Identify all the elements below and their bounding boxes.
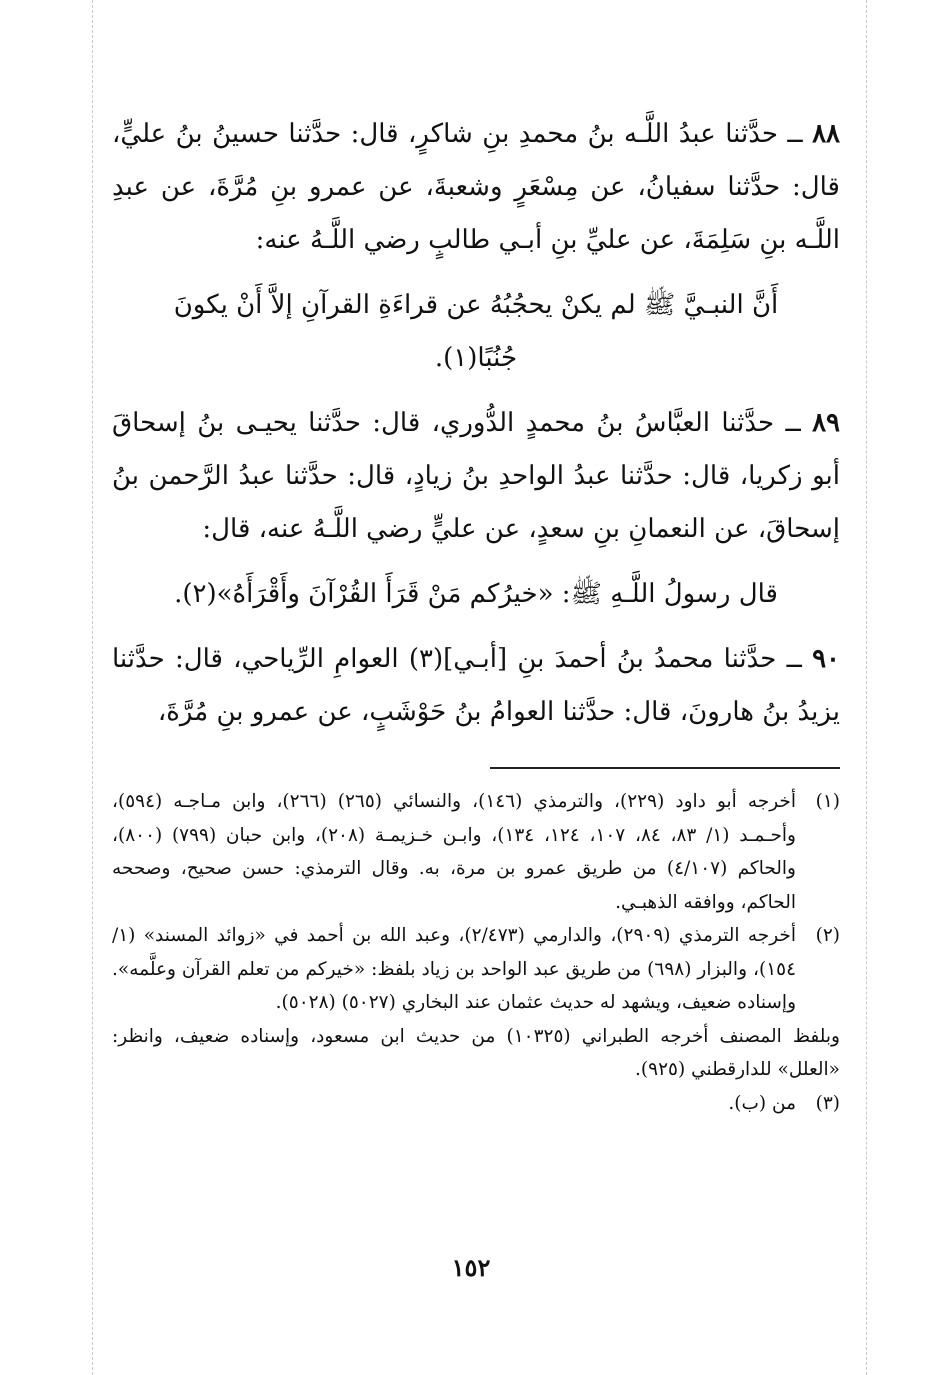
paragraph-88: [112, 108, 840, 267]
paragraph-text: ــ حدَّثنا عبدُ اللَّـه بنُ محمدِ بنِ شاكرٍ، قال: حدَّثنا حسينُ بنُ عليٍّ، قال: حدَّثنا سفيانُ، عن مِسْعَرٍ وشعبةَ، عن عمرو بنِ مُرَّةَ، عن عبدِ اللَّـه بنِ سَلِمَةَ، عن عليِّ بنِ أبـي طالبٍ رضي اللَّـهُ عنه:: [112, 119, 840, 255]
footnote-text: أخرجه أبو داود (٢٢٩)، والترمذي (١٤٦)، والنسائي (٢٦٥) (٢٦٦)، وابن مـاجـه (٥٩٤)، وأحـمـد (١/ ٨٣، ٨٤، ١٠٧، ١٢٤، ١٣٤)، وابـن خـزيمـة (٢٠٨)، وابن حبان (٧٩٩) (٨٠٠)، والحاكم (٤/١٠٧) من طريق عمرو بن مرة، به. وقال الترمذي: حسن صحيح، وصححه الحاكم، ووافقه الذهبـي.: [112, 791, 796, 913]
page-number: ١٥٢: [451, 1253, 491, 1282]
paragraph-number: ٩٠: [812, 644, 841, 674]
paragraph-89: [112, 397, 840, 556]
footnote-2-continuation: وبلفظ المصنف أخرجه الطبراني (١٠٣٢٥) من حديث ابن مسعود، وإسناده ضعيف، وانظر: «العلل» للدارقطني (٩٢٥).: [112, 1025, 840, 1080]
footnote-text: أخرجه الترمذي (٢٩٠٩)، والدارمي (٢/٤٧٣)، وعبد الله بن أحمد في «زوائد المسند» (١/ ١٥٤)، والبزار (٦٩٨) من طريق عبد الواحد بن زياد بلفظ: «خيركم من تعلم القرآن وعلَّمه». وإسناده ضعيف، ويشهد له حديث عثمان عند البخاري (٥٠٢٧) (٥٠٢٨).: [112, 925, 797, 1013]
paragraph-text: ــ حدَّثنا محمدُ بنُ أحمدَ بنِ [أبـي](٣) العوامِ الرِّياحي، قال: حدَّثنا يزيدُ بنُ هارونَ، قال: حدَّثنا العوامُ بنُ حَوْشَبٍ، عن عمرو بنِ مُرَّةَ،: [112, 644, 840, 727]
right-margin-guide: [866, 0, 867, 1375]
footnote-number: (٢): [815, 925, 840, 946]
paragraph-text: ــ حدَّثنا العبَّاسُ بنُ محمدٍ الدُّوري، قال: حدَّثنا يحيـى بنُ إسحاقَ أبو زكريا، قال: حدَّثنا عبدُ الواحدِ بنُ زيادٍ، قال: حدَّثنا عبدُ الرَّحمن بنُ إسحاقَ، عن النعمانِ بنِ سعدٍ، عن عليٍّ رضي اللَّـهُ عنه، قال:: [112, 408, 840, 544]
footnote-number: (١): [815, 791, 840, 812]
footnote-separator: [490, 767, 840, 769]
paragraph-number: ٨٩: [812, 408, 841, 438]
hadith-text-89: قال رسولُ اللَّـهِ ﷺ: «خيرُكم مَنْ قَرَأَ القُرْآنَ وأَقْرَأَهُ»(٢).: [174, 579, 778, 609]
footnote-number: (٣): [815, 1092, 840, 1114]
paragraph-90: [112, 633, 840, 739]
footnotes: [112, 785, 840, 1120]
hadith-text-88: أَنَّ النبـيَّ ﷺ لم يكنْ يحجُبُهُ عن قراءَةِ القرآنِ إلاَّ أَنْ يكونَ جُنُبًا(١).: [173, 290, 779, 373]
page-body: [112, 108, 840, 1120]
footnote-1: [112, 785, 840, 919]
footnote-2: [112, 919, 840, 1020]
footnote-3: [112, 1087, 840, 1121]
paragraph-number: ٨٨: [812, 119, 840, 149]
left-margin-guide: [92, 0, 93, 1375]
footnote-text: من (ب).: [728, 1092, 796, 1114]
